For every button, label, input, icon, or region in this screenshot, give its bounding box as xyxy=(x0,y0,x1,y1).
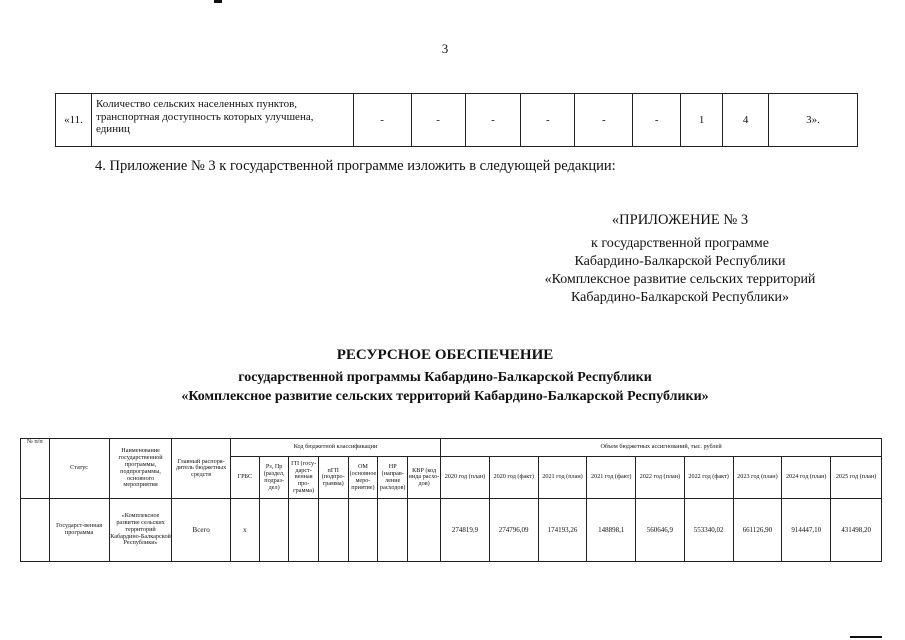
code-column: КВР (код вида расхо-дов) xyxy=(408,457,441,499)
year-column: 2020 год (план) xyxy=(441,457,490,499)
header-status: Статус xyxy=(49,439,109,499)
year-column: 2021 год (план) xyxy=(538,457,587,499)
year-column: 2022 год (план) xyxy=(636,457,685,499)
amount-cell: 174193,26 xyxy=(538,499,587,562)
header-allocation: Объем бюджетных ассигнований, тыс. рублей xyxy=(441,439,882,457)
amount-cell: 148898,1 xyxy=(587,499,636,562)
amount-cell: 274819,9 xyxy=(441,499,490,562)
value-cell: - xyxy=(353,94,411,147)
row-manager: Всего xyxy=(172,499,230,562)
code-cell xyxy=(259,499,289,562)
header-row xyxy=(21,439,882,457)
value-cell: - xyxy=(575,94,633,147)
amount-cell: 914447,10 xyxy=(782,499,831,562)
code-column: НР (направ-ление расходов) xyxy=(378,457,408,499)
value-cell: - xyxy=(521,94,575,147)
row-status: Государст-венная программа xyxy=(49,499,109,562)
heading-subtitle: государственной программы Кабардино-Балкарской Республики xyxy=(238,370,652,385)
appendix-line: Кабардино-Балкарской Республики» xyxy=(571,290,789,305)
year-column: 2024 год (план) xyxy=(782,457,831,499)
header-manager: Главный распоря-дитель бюджетных средств xyxy=(172,439,230,499)
table-row xyxy=(56,94,858,147)
code-column: ГРБС xyxy=(230,457,259,499)
year-column: 2022 год (факт) xyxy=(684,457,733,499)
value-cell: - xyxy=(633,94,681,147)
value-cell: - xyxy=(411,94,465,147)
amount-cell: 274796,09 xyxy=(489,499,538,562)
year-column: 2021 год (факт) xyxy=(587,457,636,499)
appendix-line: «Комплексное развитие сельских территорий xyxy=(544,272,816,287)
code-cell xyxy=(348,499,378,562)
value-cell: 1 xyxy=(681,94,723,147)
code-cell xyxy=(289,499,319,562)
year-column: 2023 год (план) xyxy=(733,457,782,499)
year-column: 2025 год (план) xyxy=(831,457,882,499)
row-index: «11. xyxy=(56,94,92,147)
amount-cell: 553340,02 xyxy=(684,499,733,562)
value-cell: - xyxy=(465,94,521,147)
indicator-table xyxy=(55,93,858,147)
amount-cell: 661126,90 xyxy=(733,499,782,562)
code-cell xyxy=(408,499,441,562)
row-description: Количество сельских населенных пунктов, транспортная доступность которых улучшена, единиц xyxy=(91,94,353,147)
code-column: Рз, Пр (раздел, подраз-дел) xyxy=(259,457,289,499)
appendix-line: к государственной программе xyxy=(591,236,769,251)
appendix-title: «ПРИЛОЖЕНИЕ № 3 xyxy=(611,212,749,228)
appendix-line: Кабардино-Балкарской Республики xyxy=(574,254,786,269)
row-name: «Комплексное развитие сельских территорий Кабардино-Балкарской Республики» xyxy=(109,499,172,562)
resource-table xyxy=(20,438,882,562)
code-column: пГП (подпро-грамма) xyxy=(318,457,348,499)
heading-title: РЕСУРСНОЕ ОБЕСПЕЧЕНИЕ xyxy=(336,347,554,363)
appendix-block xyxy=(520,211,840,307)
amendment-paragraph: 4. Приложение № 3 к государственной программе изложить в следующей редакции: xyxy=(95,158,616,174)
row-num xyxy=(21,499,50,562)
code-column: ОМ (основное меро-приятие) xyxy=(348,457,378,499)
scan-mark-bottom-right xyxy=(850,636,882,638)
amount-cell: 560646,9 xyxy=(636,499,685,562)
page-number: 3 xyxy=(441,41,449,56)
code-cell: х xyxy=(230,499,259,562)
header-name: Наименование государственной программы, подпрограммы, основного мероприятия xyxy=(109,439,172,499)
table-row xyxy=(21,499,882,562)
header-budget-code: Код бюджетной классификации xyxy=(230,439,440,457)
heading-program-name: «Комплексное развитие сельских территорий Кабардино-Балкарской Республики» xyxy=(181,389,709,404)
code-cell xyxy=(318,499,348,562)
amount-cell: 431498,20 xyxy=(831,499,882,562)
value-cell: 3». xyxy=(769,94,858,147)
year-column: 2020 год (факт) xyxy=(489,457,538,499)
value-cell: 4 xyxy=(723,94,769,147)
code-cell xyxy=(378,499,408,562)
code-column: ГП (госу-дарст-венная про-грамма) xyxy=(289,457,319,499)
header-num: № п/п xyxy=(21,439,50,499)
scan-mark-top xyxy=(214,0,222,3)
